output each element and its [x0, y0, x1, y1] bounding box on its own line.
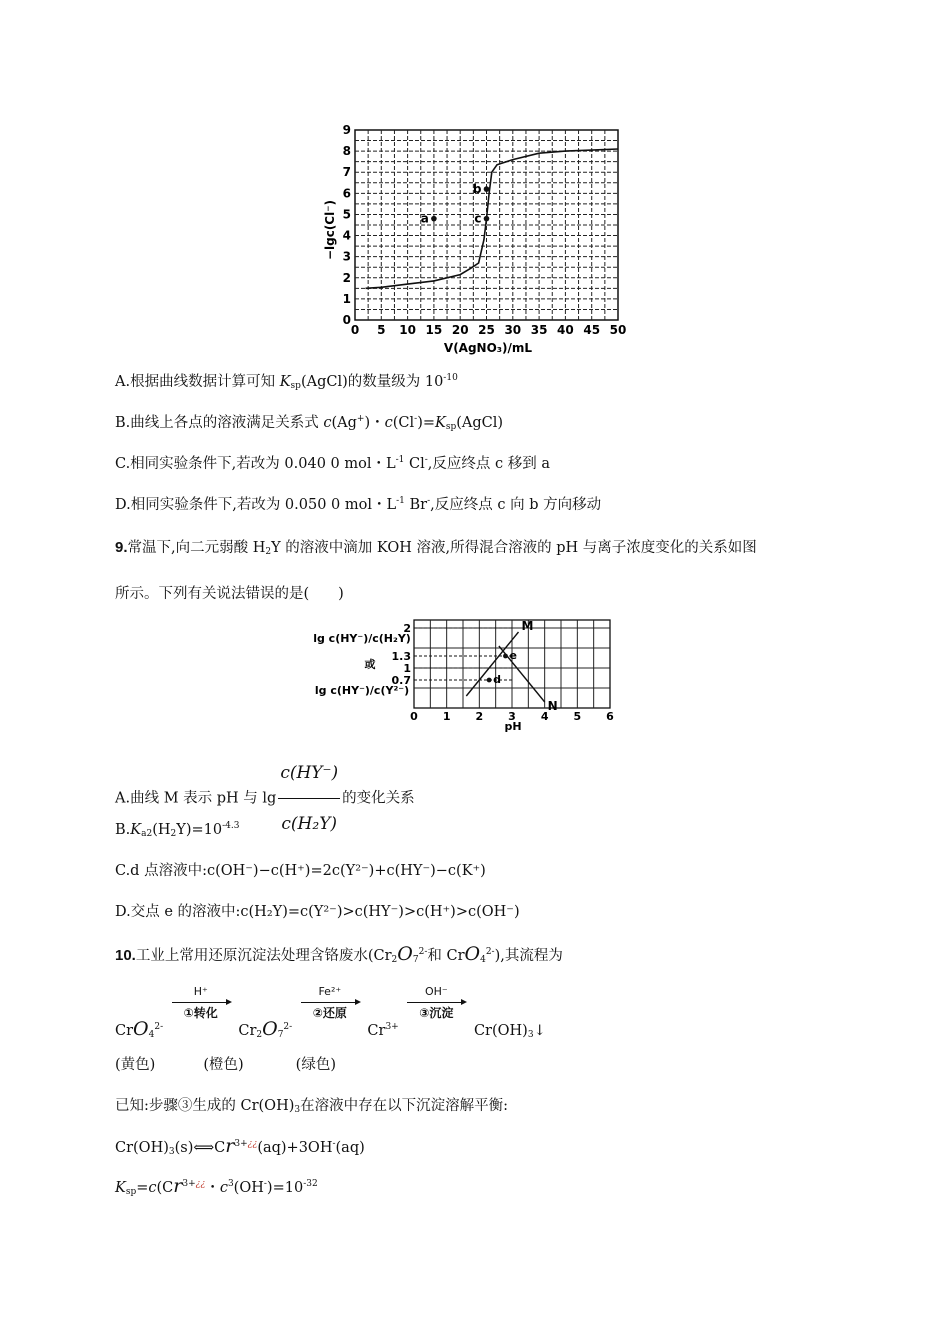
- chart1-point-label: c: [474, 211, 482, 226]
- chart2-ylabel-top: lg c(HY⁻)/c(H₂Y): [313, 632, 411, 645]
- chart2-ylabel-or: 或: [364, 658, 376, 671]
- chart2-xtick: 4: [540, 710, 549, 723]
- chart1-point-b: [484, 186, 490, 192]
- chart1-xtick: 30: [504, 323, 522, 337]
- chart1-xtick: 25: [478, 323, 495, 337]
- chart1-ytick: 8: [342, 144, 351, 159]
- chart2-ytick: 1.3: [391, 650, 411, 663]
- chart1-xtick: 45: [583, 323, 601, 337]
- q8-option-b: B.曲线上各点的溶液满足关系式 c(Ag+)・$c(Cl^-)=K_{sp}(AgCl)$: [115, 414, 504, 432]
- q10-ksp: $K_{sp}=c(Cr^{3+¿¿}$・$c^3(OH^-)=10^{-32}$: [115, 1175, 318, 1197]
- chart1-point-label: a: [420, 211, 429, 226]
- chart1-ylabel: −lgc(Cl⁻): [323, 199, 337, 261]
- q9-option-a: A.曲线 M 表示 pH 与 lg $\frac{c(HY^-)}{\text{c(H₂Y)}}$ 的变化关系: [115, 748, 415, 798]
- chart2-ytick: 1: [403, 662, 411, 675]
- q10-flow: CrO$_4^{2-}$ H⁺ ①转化 $Cr_2O_7^{2-}$ Fe²⁺ ②还原 $Cr^{3+}$ OH⁻ ③沉淀 $Cr(OH)_3↓$: [115, 982, 546, 1022]
- chart1-xlabel: V(AgNO₃)/mL: [443, 341, 533, 355]
- q8-option-a: A.根据曲线数据计算可知 $K_{sp}(AgCl)$的数量级为 $10^{-10}$: [115, 373, 458, 391]
- flow-arrow-1: H⁺ ①转化: [172, 982, 230, 1023]
- chart1-ytick: 2: [342, 270, 351, 285]
- chart1-xtick: 10: [399, 323, 416, 337]
- chart1-ytick: 6: [342, 186, 351, 201]
- chart2-xtick: 5: [573, 710, 582, 723]
- q9-option-c: C.d 点溶液中:c(OH⁻)−c(H⁺)=2c(Y²⁻)+c(HY⁻)−c(K⁺): [115, 863, 486, 879]
- chart2-xtick: 6: [606, 710, 614, 723]
- q8-option-c: C.相同实验条件下,若改为 0.040 0 mol・$L^{-1}$ Cl-,反应终点 c 移到 a: [115, 455, 550, 472]
- chart2-series-label: N: [547, 699, 558, 713]
- chart1-xtick: 35: [530, 323, 548, 337]
- chart1-point-a: [431, 216, 437, 222]
- chart1-ytick: 0: [342, 313, 351, 327]
- ph-chart: [313, 612, 630, 736]
- chart1-xtick: 50: [609, 323, 627, 337]
- flow-arrow-3: OH⁻ ③沉淀: [407, 982, 465, 1023]
- chart2-xtick: 1: [442, 710, 451, 723]
- q9-option-b: $B.K_{a2}(H_2Y)=10^{-4.3}$: [115, 821, 240, 839]
- q9-stem-line1: 9.常温下,向二元弱酸 $H_2Y$ 的溶液中滴加 KOH 溶液,所得混合溶液的 pH 与离子浓度变化的关系如图: [115, 539, 757, 557]
- chart1-xtick: 5: [377, 323, 386, 337]
- chart2-xtick: 0: [410, 710, 418, 723]
- q10-known: 已知:步骤③生成的 $Cr(OH)_3$在溶液中存在以下沉淀溶解平衡:: [115, 1098, 508, 1115]
- chart2-point-d: [487, 678, 492, 683]
- chart2-series-label: M: [521, 619, 534, 633]
- chart1-ytick: 3: [342, 249, 351, 264]
- chart2-ytick: 0.7: [391, 674, 411, 687]
- chart2-xtick: 3: [508, 710, 516, 723]
- q10-stem: 10.工业上常用还原沉淀法处理含铬废水($Cr_2O_7^{2-}$和 CrO$_4^{2-}$),其流程为: [115, 943, 563, 965]
- chart2-point-label: e: [509, 649, 517, 662]
- chart2-xlabel: pH: [504, 720, 522, 733]
- q8-option-d: D.相同实验条件下,若改为 0.050 0 mol・$L^{-1}$ Br-,反应终点 c 向 b 方向移动: [115, 496, 602, 513]
- chart1-ytick: 7: [342, 165, 351, 180]
- q9-a-fraction: $\frac{c(HY^-)}{\text{c(H₂Y)}}$: [278, 748, 340, 849]
- chart1-ytick: 5: [342, 207, 351, 222]
- chart2-curve-M: [466, 632, 518, 696]
- chart1-point-c: [484, 216, 490, 222]
- chart1-point-label: b: [472, 182, 482, 197]
- chart2-point-label: d: [493, 673, 502, 686]
- chart2-ytick: 2: [403, 622, 411, 635]
- chart1-xtick: 15: [425, 323, 443, 337]
- q9-stem-line2: 所示。下列有关说法错误的是( ): [115, 586, 344, 602]
- chart2-ylabel-bottom: lg c(HY⁻)/c(Y²⁻): [314, 684, 410, 697]
- q9-option-d: D.交点 e 的溶液中:c(H₂Y)=c(Y²⁻)>c(HY⁻)>c(H⁺)>c(OH⁻): [115, 904, 520, 920]
- chart1-xtick: 40: [557, 323, 574, 337]
- chart2-point-e: [503, 654, 508, 659]
- chart1-xtick: 0: [350, 323, 360, 337]
- chart2-xtick: 2: [475, 710, 484, 723]
- chart1-xtick: 20: [451, 323, 469, 337]
- q10-equilibrium: $Cr(OH)_3(s)⟺Cr^{3+¿¿}(aq)+3OH^-(aq)$: [115, 1135, 365, 1157]
- chart1-ytick: 9: [342, 123, 351, 137]
- titration-chart: [320, 120, 640, 360]
- flow-arrow-2: Fe²⁺ ②还原: [301, 982, 359, 1023]
- q10-colors: (黄色) (橙色) (绿色): [115, 1057, 336, 1073]
- chart1-ytick: 1: [342, 291, 351, 306]
- chart1-ytick: 4: [342, 228, 351, 243]
